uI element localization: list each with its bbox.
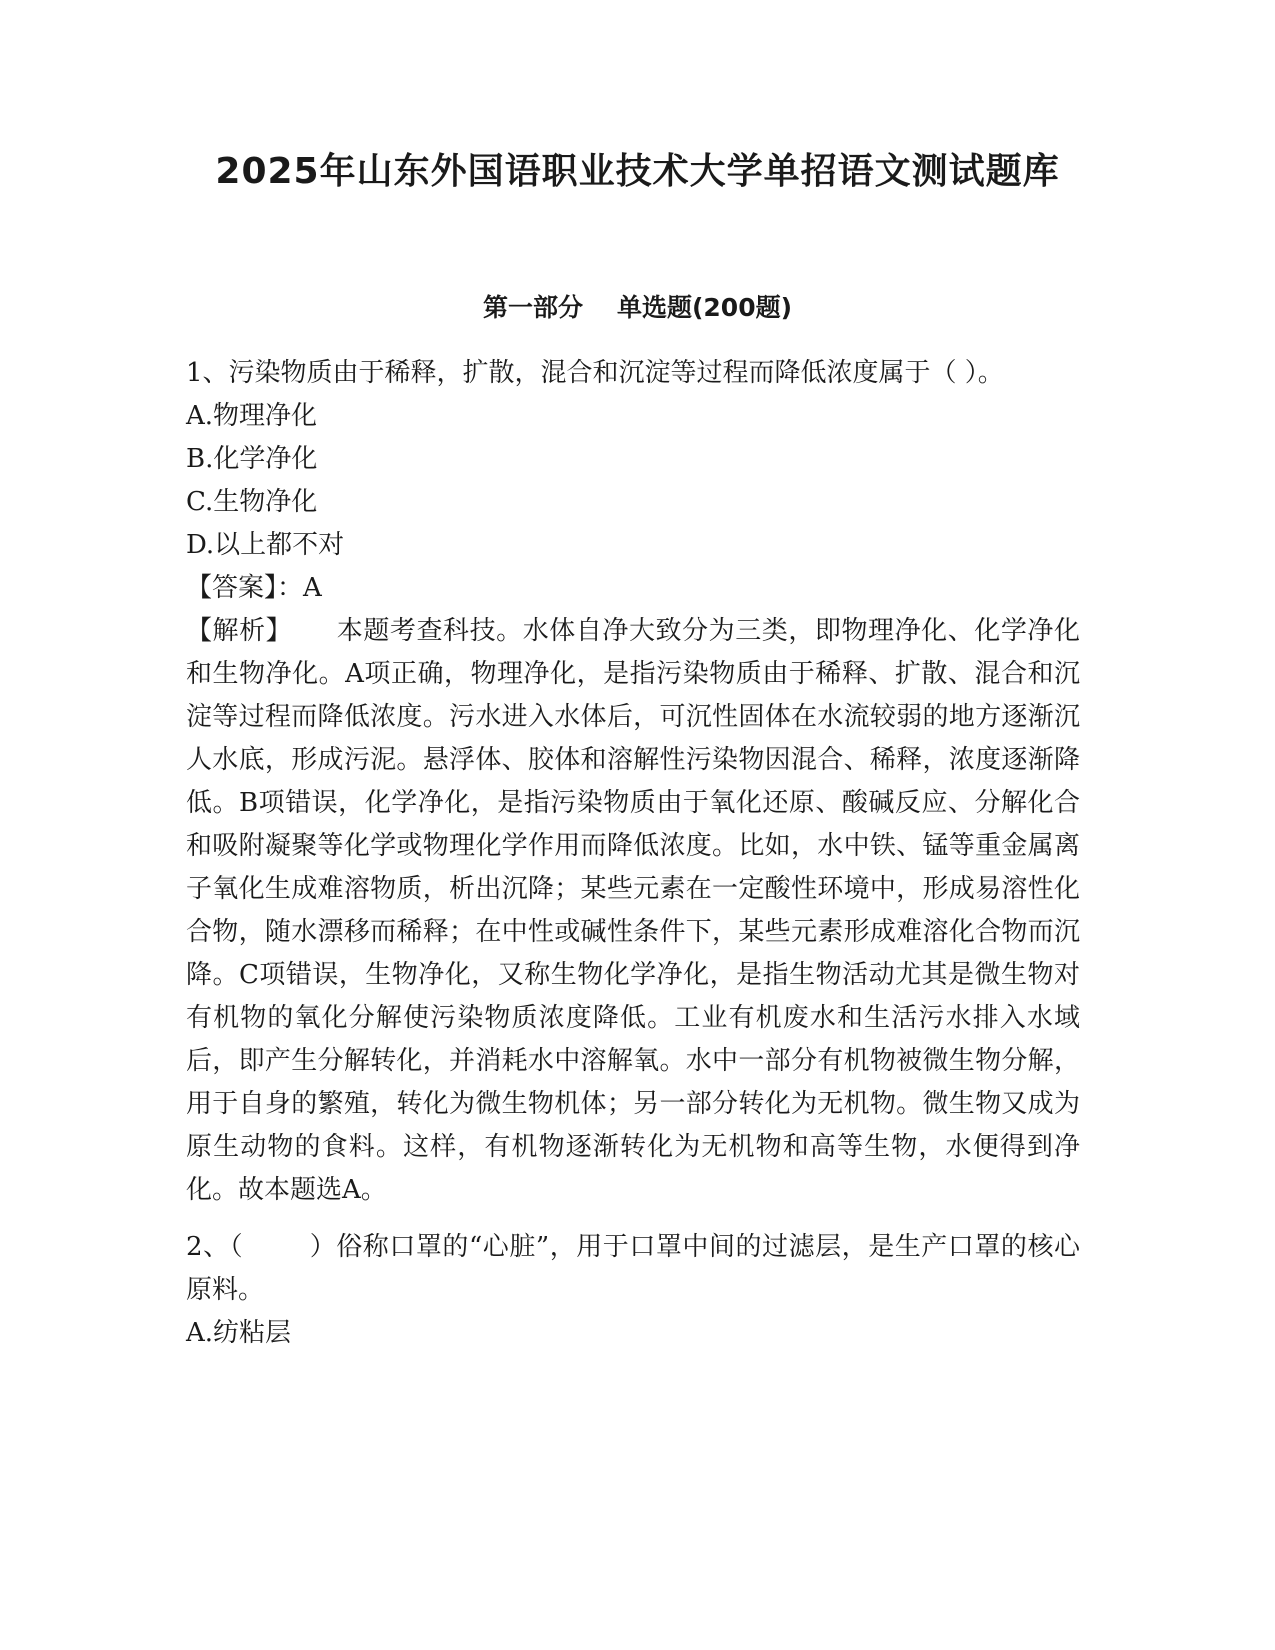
analysis-label: 【解析】 [186,616,293,646]
stem-prefix: 2、（ [186,1232,244,1262]
answer-value: A [303,573,322,603]
section-heading [0,290,1275,326]
section-part: 第一部分 [482,293,583,322]
option-c: C.生物净化 [186,487,318,517]
section-name: 单选题(200题) [616,293,793,322]
stem-suffix: ）俗称口罩的“心脏”，用于口罩中间的过滤层，是生产口罩的核心原料。 [186,1232,1080,1305]
option-a: A.物理净化 [186,401,318,431]
question-2 [186,1226,1080,1355]
analysis-text: 本题考查科技。水体自净大致分为三类，即物理净化、化学净化和生物净化。A项正确，物理净化，是指污染物质由于稀释、扩散、混合和沉淀等过程而降低浓度。污水进入水体后，可沉性固体在水流较弱的地方逐渐沉人水底，形成污泥。悬浮体、胶体和溶解性污染物因混合、稀释，浓度逐渐降低。B项错误，化学净化，是指污染物质由于氧化还原、酸碱反应、分解化合和吸附凝聚等化学或物理化学作用而降低浓度。比如，水中铁、锰等重金属离子氧化生成难溶物质，析出沉降；某些元素在一定酸性环境中，形成易溶性化合物，随水漂移而稀释；在中性或碱性条件下，某些元素形成难溶化合物而沉降。C项错误，生物净化，又称生物化学净化，是指生物活动尤其是微生物对有机物的氧化分解使污染物质浓度降低。工业有机废水和生活污水排入水域后，即产生分解转化，并消耗水中溶解氧。水中一部分有机物被微生物分解，用于自身的繁殖，转化为微生物机体；另一部分转化为无机物。微生物又成为原生动物的食料。这样，有机物逐渐转化为无机物和高等生物，水便得到净化。故本题选A。 [186,616,1080,1205]
question-separator [186,1212,1080,1226]
option-a: A.纺粘层 [186,1318,292,1348]
document-title: 2025年山东外国语职业技术大学单招语文测试题库 [215,151,1060,192]
answer-label: 【答案】： [186,573,304,603]
option-d: D.以上都不对 [186,530,345,560]
analysis-paragraph [186,610,1080,1212]
question-1 [186,352,1080,1212]
question-stem: 1、污染物质由于稀释，扩散，混合和沉淀等过程而降低浓度属于（ ）。 [186,358,1004,388]
option-b: B.化学净化 [186,444,318,474]
question-stem [186,1226,1080,1312]
answer-line [186,567,1080,610]
question-list [186,352,1080,1355]
